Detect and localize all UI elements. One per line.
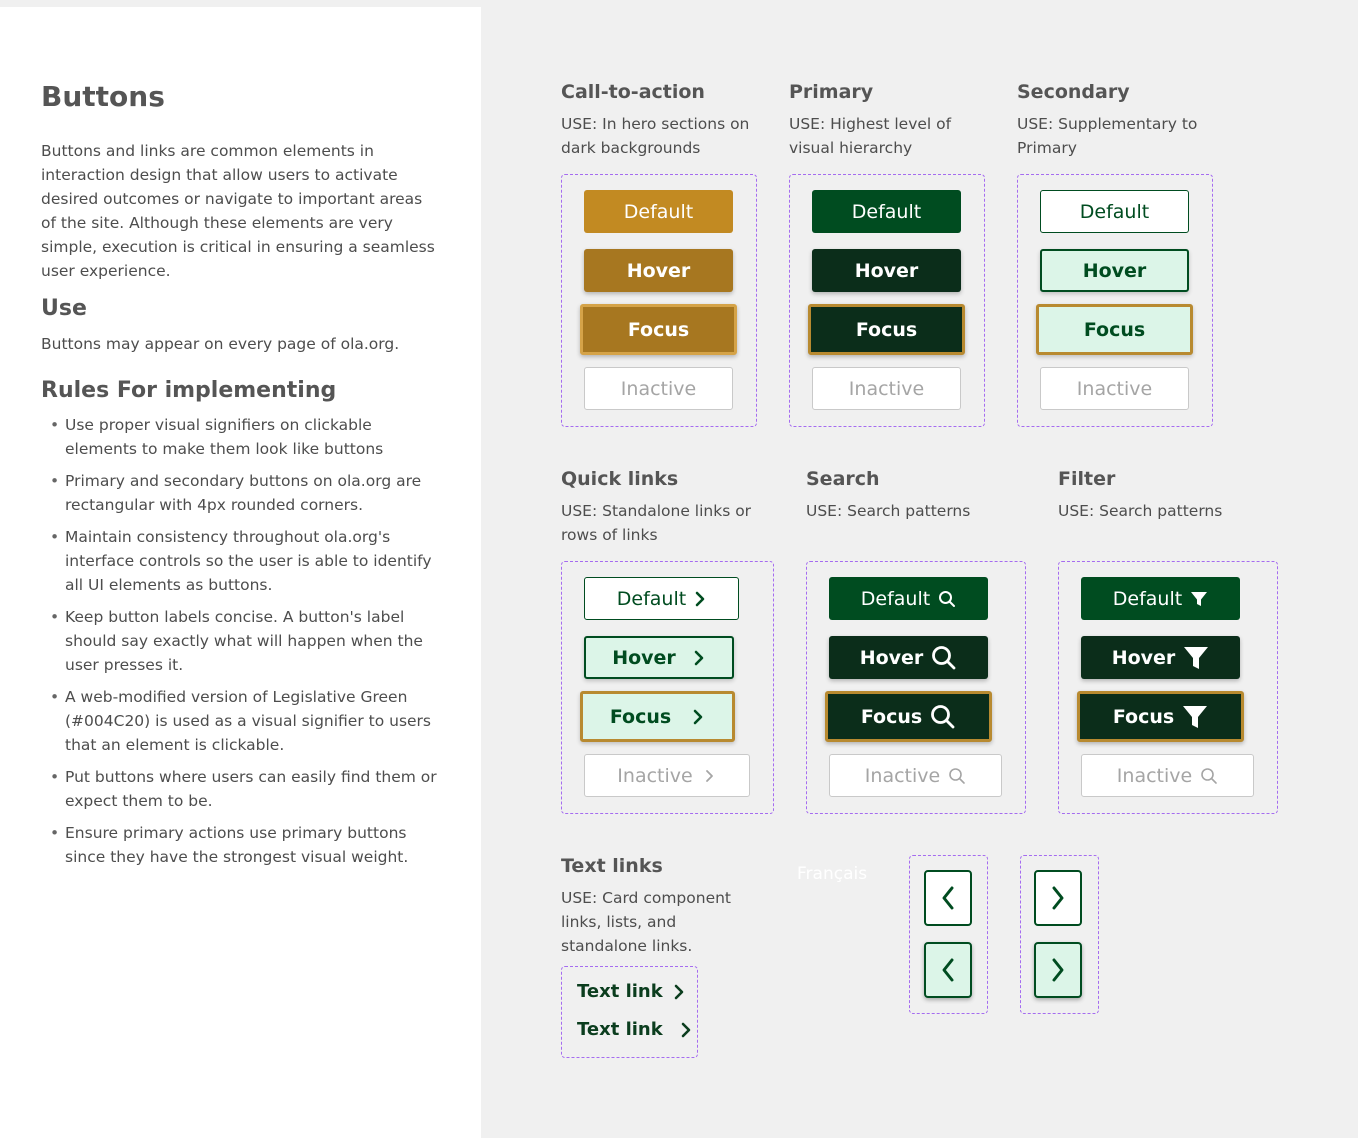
search-inactive-button	[829, 754, 1002, 797]
text-link-label: Text link	[577, 981, 663, 1002]
button-label: Inactive	[848, 377, 925, 400]
rule-item: • Ensure primary actions use primary buttons since they have the strongest visual weight.	[41, 821, 441, 869]
text-links-group	[561, 966, 698, 1058]
chevron-left-icon	[939, 957, 957, 983]
chevron-right-icon	[679, 709, 705, 725]
cta-inactive-button	[584, 367, 733, 410]
text-link-hover[interactable]	[577, 1019, 693, 1040]
top-strip	[0, 0, 1358, 7]
use-heading: Use	[41, 296, 87, 321]
rule-item: • Keep button labels concise. A button's label should say exactly what will happen when the user presses it.	[41, 605, 441, 677]
button-label: Focus	[1112, 705, 1175, 728]
button-label: Hover	[854, 259, 919, 282]
button-label: Focus	[1083, 318, 1146, 341]
button-label: Focus	[855, 318, 918, 341]
button-label: Hover	[859, 646, 924, 669]
primary-title: Primary	[789, 81, 874, 103]
rule-item: • Put buttons where users can easily find them or expect them to be.	[41, 765, 441, 813]
search-icon	[938, 590, 956, 608]
button-label: Hover	[612, 646, 676, 669]
chevron-right-icon	[1049, 957, 1067, 983]
chevron-right-icon	[673, 1022, 693, 1038]
quick-hover-button[interactable]	[584, 636, 734, 679]
button-label: Default	[1079, 200, 1150, 223]
cta-use: USE: In hero sections on dark backgrounds	[561, 115, 750, 157]
button-label: Inactive	[1076, 377, 1153, 400]
search-icon	[1200, 767, 1218, 785]
button-label: Hover	[626, 259, 691, 282]
secondary-hover-button[interactable]	[1040, 249, 1189, 292]
search-hover-button[interactable]	[829, 636, 988, 679]
quick-focus-button[interactable]	[580, 691, 735, 742]
primary-use: USE: Highest level of visual hierarchy	[789, 115, 952, 157]
page-title: Buttons	[41, 80, 165, 113]
button-label: Default	[860, 587, 931, 610]
rule-item: • Primary and secondary buttons on ola.org are rectangular with 4px rounded corners.	[41, 469, 441, 517]
text-links-use: USE: Card component links, lists, and standalone links.	[561, 889, 732, 955]
text-link-default[interactable]	[577, 981, 685, 1002]
button-label: Default	[616, 587, 687, 610]
search-use: USE: Search patterns	[806, 502, 971, 520]
search-icon	[930, 704, 956, 730]
button-label: Default	[623, 200, 694, 223]
button-label: Focus	[609, 705, 672, 728]
filter-icon	[1190, 590, 1208, 608]
primary-inactive-button	[812, 367, 961, 410]
text-links-title: Text links	[561, 855, 663, 877]
filter-inactive-button	[1081, 754, 1254, 797]
search-title: Search	[806, 468, 880, 490]
button-label: Focus	[860, 705, 923, 728]
quick-inactive-button	[584, 754, 750, 797]
rule-item: • Maintain consistency throughout ola.org's interface controls so the user is able to identify all UI elements as buttons.	[41, 525, 441, 597]
button-label: Focus	[627, 318, 690, 341]
filter-icon	[1183, 645, 1209, 671]
next-button-hover[interactable]	[1034, 942, 1082, 998]
cta-title: Call-to-action	[561, 81, 705, 103]
text-link-label: Text link	[577, 1019, 663, 1040]
primary-focus-button[interactable]	[808, 304, 965, 355]
button-label: Inactive	[1116, 764, 1193, 787]
primary-hover-button[interactable]	[812, 249, 961, 292]
primary-default-button[interactable]	[812, 190, 961, 233]
secondary-default-button[interactable]	[1040, 190, 1189, 233]
button-label: Hover	[1082, 259, 1147, 282]
filter-use: USE: Search patterns	[1058, 502, 1223, 520]
language-toggle-link[interactable]: Français	[797, 864, 868, 884]
secondary-title: Secondary	[1017, 81, 1130, 103]
button-label: Default	[851, 200, 922, 223]
intro-text: Buttons and links are common elements in interaction design that allow users to activate desired outcomes or navigate to important areas of the site. Although these elements are very simple, execution is critical in ensuring a seamless user experience.	[41, 142, 435, 280]
button-label: Default	[1112, 587, 1183, 610]
button-label: Inactive	[620, 377, 697, 400]
cta-focus-button[interactable]	[580, 304, 737, 355]
chevron-right-icon	[684, 650, 706, 666]
use-text: Buttons may appear on every page of ola.org.	[41, 335, 400, 353]
rules-heading: Rules For implementing	[41, 378, 337, 403]
filter-icon	[1182, 704, 1208, 730]
cta-hover-button[interactable]	[584, 249, 733, 292]
quick-links-use: USE: Standalone links or rows of links	[561, 502, 752, 544]
search-icon	[948, 767, 966, 785]
button-label: Inactive	[864, 764, 941, 787]
next-button[interactable]	[1034, 870, 1082, 926]
search-icon	[931, 645, 957, 671]
filter-hover-button[interactable]	[1081, 636, 1240, 679]
button-label: Inactive	[617, 764, 693, 787]
chevron-right-icon	[1049, 885, 1067, 911]
quick-default-button[interactable]	[584, 577, 739, 620]
rules-list	[41, 413, 441, 877]
rule-item: • Use proper visual signifiers on clickable elements to make them look like buttons	[41, 413, 441, 461]
filter-focus-button[interactable]	[1077, 691, 1244, 742]
secondary-focus-button[interactable]	[1036, 304, 1193, 355]
filter-default-button[interactable]	[1081, 577, 1240, 620]
previous-button[interactable]	[924, 870, 972, 926]
chevron-right-icon	[694, 591, 706, 607]
chevron-right-icon	[673, 984, 685, 1000]
chevron-left-icon	[939, 885, 957, 911]
secondary-inactive-button	[1040, 367, 1189, 410]
cta-default-button[interactable]	[584, 190, 733, 233]
search-default-button[interactable]	[829, 577, 988, 620]
quick-links-title: Quick links	[561, 468, 679, 490]
rule-item: • A web-modified version of Legislative Green (#004C20) is used as a visual signifier to users that an element is clickable.	[41, 685, 441, 757]
filter-title: Filter	[1058, 468, 1116, 490]
secondary-use: USE: Supplementary to Primary	[1017, 115, 1198, 157]
button-label: Hover	[1111, 646, 1176, 669]
previous-button-hover[interactable]	[924, 942, 972, 998]
search-focus-button[interactable]	[825, 691, 992, 742]
chevron-right-icon	[701, 768, 717, 784]
